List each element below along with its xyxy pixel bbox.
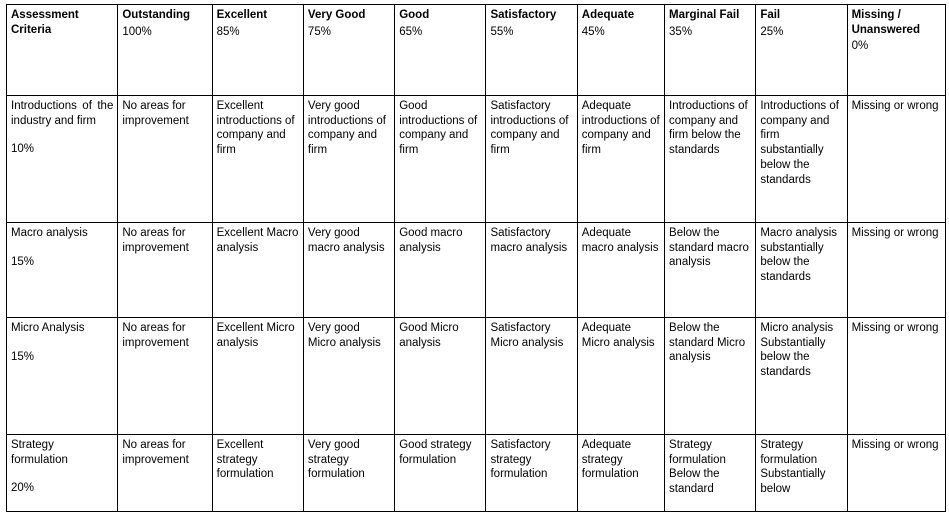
cell-fail: Macro analysis substantially below the standards [756,223,847,318]
cell-excellent: Excellent Macro analysis [212,223,303,318]
cell-satisfactory: Satisfactory macro analysis [486,223,577,318]
cell-very-good: Very good strategy formulation [303,435,394,512]
column-header-excellent-percent: 85% [216,25,240,38]
cell-good: Good Micro analysis [395,318,486,435]
column-header-satisfactory-title: Satisfactory [490,9,557,21]
column-header-criteria-title: Assessment Criteria [11,9,79,36]
column-header-satisfactory [486,5,577,96]
row-criteria-name: Micro Analysis [11,322,85,334]
row-criteria-weight: 15% [11,350,35,363]
cell-missing-unanswered: Missing or wrong [847,223,945,318]
table-row [7,96,946,223]
column-header-marginal-fail [665,5,756,96]
column-header-very-good-percent: 75% [307,25,331,38]
cell-marginal-fail: Introductions of company and firm below the standards [665,96,756,223]
cell-marginal-fail: Below the standard Micro analysis [665,318,756,435]
row-criteria-cell [7,223,118,318]
column-header-fail-percent: 25% [760,25,784,38]
cell-missing-unanswered: Missing or wrong [847,435,945,512]
cell-outstanding: No areas for improvement [118,318,212,435]
column-header-fail [756,5,847,96]
cell-adequate: Adequate strategy formulation [577,435,664,512]
cell-excellent: Excellent Micro analysis [212,318,303,435]
cell-very-good: Very good introductions of company and firm [303,96,394,223]
column-header-excellent [212,5,303,96]
row-criteria-name: Strategy formulation [11,439,68,466]
column-header-outstanding-title: Outstanding [122,9,191,21]
column-header-fail-title: Fail [760,9,781,21]
table-row [7,435,946,512]
cell-excellent: Excellent introductions of company and firm [212,96,303,223]
assessment-criteria-table [6,4,946,512]
table-header-row [7,5,946,96]
column-header-good-title: Good [399,9,430,21]
cell-good: Good introductions of company and firm [395,96,486,223]
column-header-satisfactory-percent: 55% [490,25,514,38]
cell-satisfactory: Satisfactory strategy formulation [486,435,577,512]
cell-missing-unanswered: Missing or wrong [847,96,945,223]
row-criteria-weight: 10% [11,143,35,156]
column-header-missing-unanswered-percent: 0% [851,40,869,53]
column-header-good [395,5,486,96]
cell-good: Good strategy formulation [395,435,486,512]
cell-marginal-fail: Strategy formulation Below the standard [665,435,756,512]
cell-excellent: Excellent strategy formulation [212,435,303,512]
row-criteria-cell [7,435,118,512]
cell-fail: Introductions of company and firm substantially below the standards [756,96,847,223]
row-criteria-weight: 20% [11,482,35,495]
cell-adequate: Adequate Micro analysis [577,318,664,435]
cell-adequate: Adequate introductions of company and firm [577,96,664,223]
cell-marginal-fail: Below the standard macro analysis [665,223,756,318]
cell-good: Good macro analysis [395,223,486,318]
row-criteria-cell [7,96,118,223]
cell-very-good: Very good Micro analysis [303,318,394,435]
cell-fail: Micro analysis Substantially below the standards [756,318,847,435]
column-header-missing-unanswered-title: Missing / Unanswered [851,9,920,36]
table-row [7,223,946,318]
column-header-criteria [7,5,118,96]
column-header-very-good [303,5,394,96]
column-header-marginal-fail-title: Marginal Fail [669,9,740,21]
row-criteria-name: Introductions of the industry and firm [11,100,114,127]
cell-missing-unanswered: Missing or wrong [847,318,945,435]
table-row [7,318,946,435]
column-header-very-good-title: Very Good [307,9,366,21]
column-header-adequate [577,5,664,96]
column-header-marginal-fail-percent: 35% [669,25,693,38]
column-header-good-percent: 65% [399,25,423,38]
column-header-outstanding [118,5,212,96]
row-criteria-cell [7,318,118,435]
column-header-missing-unanswered [847,5,945,96]
column-header-outstanding-percent: 100% [122,25,152,38]
table-body [7,96,946,512]
cell-fail: Strategy formulation Substantially below [756,435,847,512]
cell-satisfactory: Satisfactory introductions of company and firm [486,96,577,223]
column-header-excellent-title: Excellent [216,9,268,21]
row-criteria-name: Macro analysis [11,227,88,239]
cell-outstanding: No areas for improvement [118,96,212,223]
cell-very-good: Very good macro analysis [303,223,394,318]
column-header-adequate-title: Adequate [581,9,635,21]
cell-outstanding: No areas for improvement [118,223,212,318]
row-criteria-weight: 15% [11,255,35,268]
column-header-adequate-percent: 45% [581,25,605,38]
cell-satisfactory: Satisfactory Micro analysis [486,318,577,435]
cell-outstanding: No areas for improvement [118,435,212,512]
cell-adequate: Adequate macro analysis [577,223,664,318]
table-header [7,5,946,96]
